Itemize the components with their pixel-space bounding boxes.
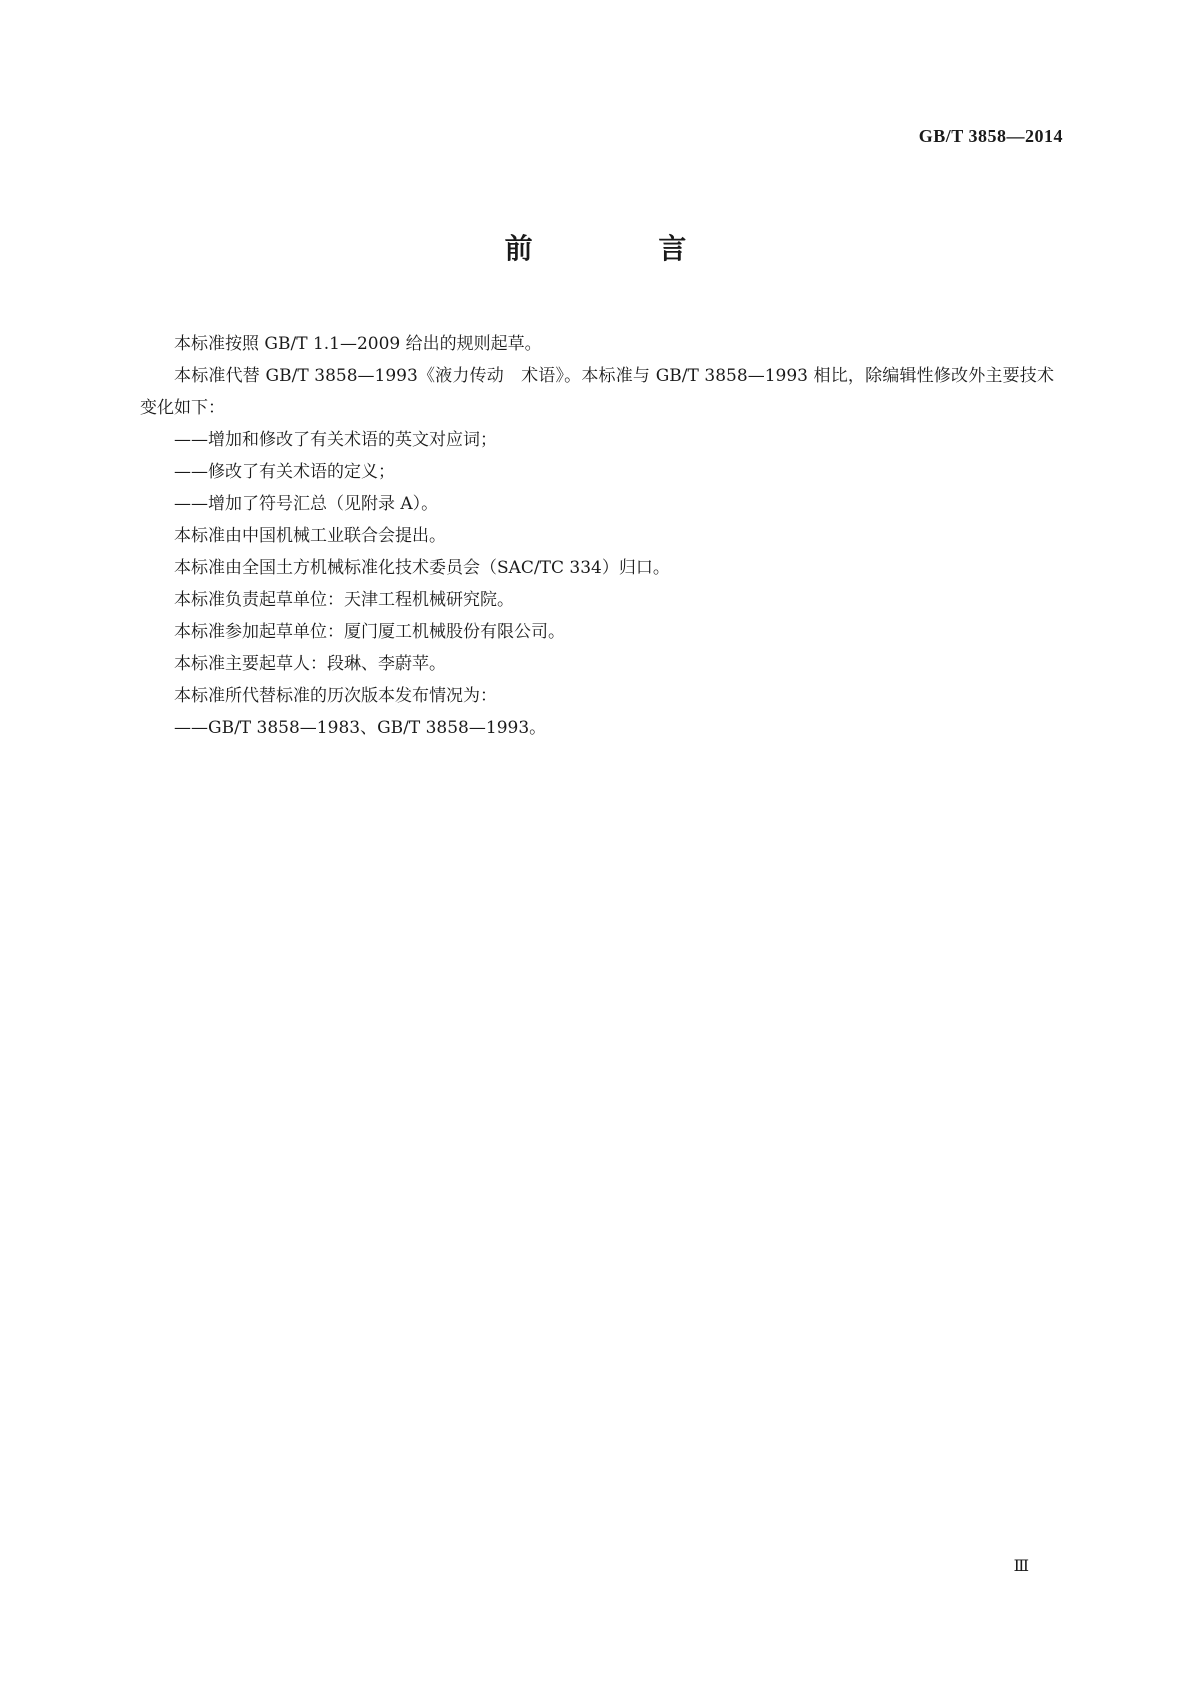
paragraph-participating-unit: 本标准参加起草单位：厦门厦工机械股份有限公司。	[174, 622, 565, 642]
paragraph-version-history: 本标准所代替标准的历次版本发布情况为：	[174, 686, 497, 706]
paragraph-drafting-rules: 本标准按照 GB/T 1.1—2009 给出的规则起草。	[174, 334, 542, 354]
list-item-change-1: ——增加和修改了有关术语的英文对应词；	[174, 430, 497, 450]
paragraph-managed-by: 本标准由全国土方机械标准化技术委员会（SAC/TC 334）归口。	[174, 558, 670, 578]
paragraph-responsible-unit: 本标准负责起草单位：天津工程机械研究院。	[174, 590, 514, 610]
foreword-body	[140, 328, 1054, 744]
page-number: Ⅲ	[1013, 1558, 1029, 1575]
list-item-previous-versions: ——GB/T 3858—1983、GB/T 3858—1993。	[174, 718, 547, 738]
list-item-change-2: ——修改了有关术语的定义；	[174, 462, 395, 482]
standard-code-header: GB/T 3858—2014	[918, 126, 1063, 146]
paragraph-replacement: 本标准代替 GB/T 3858—1993《液力传动 术语》。本标准与 GB/T 3858—1993 相比，除编辑性修改外主要技术变化如下：	[140, 366, 1054, 418]
paragraph-main-drafters: 本标准主要起草人：段琳、李蔚苹。	[174, 654, 446, 674]
paragraph-proposed-by: 本标准由中国机械工业联合会提出。	[174, 526, 446, 546]
page-title: 前 言	[504, 232, 745, 265]
list-item-change-3: ——增加了符号汇总（见附录 A）。	[174, 494, 439, 514]
